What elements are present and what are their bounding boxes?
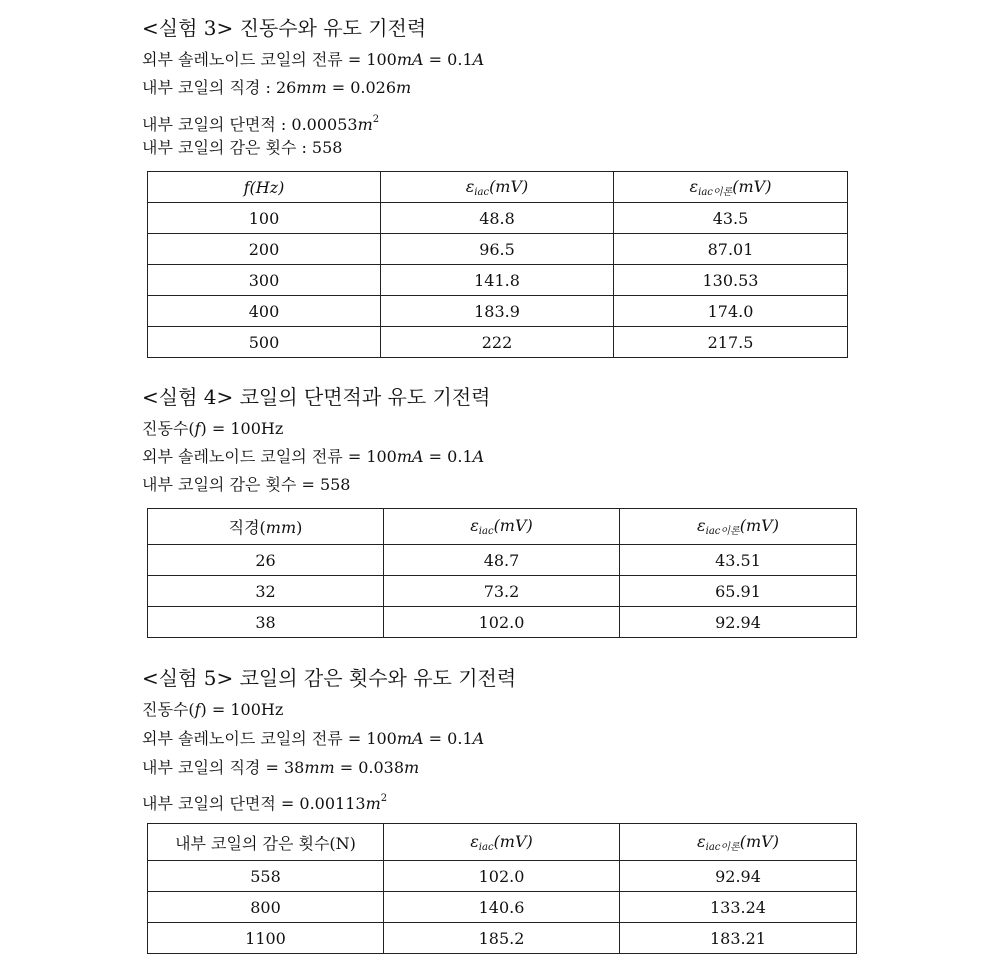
exp4-turns-line: 내부 코일의 감은 횟수 = 558 <box>142 475 351 494</box>
table-cell: 1100 <box>148 923 384 954</box>
header-emf-theory: $\varepsilon_{iac이론}(mV)$ <box>620 824 857 861</box>
header-diameter: 직경(mm) <box>148 509 384 545</box>
table-row <box>148 327 848 358</box>
table-cell: 100 <box>148 203 381 234</box>
table-row <box>148 203 848 234</box>
table-cell: 217.5 <box>614 327 848 358</box>
exp3-diameter-line: 내부 코일의 직경 : 26mm = 0.026m <box>142 78 412 97</box>
table-cell: 222 <box>381 327 614 358</box>
table-cell: 43.5 <box>614 203 848 234</box>
header-emf: $\varepsilon_{iac}(mV)$ <box>381 172 614 203</box>
exp3-title: <실험 3> 진동수와 유도 기전력 <box>142 16 427 40</box>
exp3-table <box>147 171 848 358</box>
table-cell: 48.7 <box>384 545 620 576</box>
exp5-table <box>147 823 857 954</box>
exp4-title: <실험 4> 코일의 단면적과 유도 기전력 <box>142 385 491 409</box>
exp4-frequency-line: 진동수(f) = 100Hz <box>142 419 284 438</box>
table-cell: 26 <box>148 545 384 576</box>
table-cell: 400 <box>148 296 381 327</box>
table-row <box>148 234 848 265</box>
exp3-turns-line: 내부 코일의 감은 횟수 : 558 <box>142 138 343 157</box>
table-cell: 200 <box>148 234 381 265</box>
table-header-row <box>148 172 848 203</box>
table-header-row <box>148 509 857 545</box>
table-row <box>148 265 848 296</box>
table-cell: 32 <box>148 576 384 607</box>
table-cell: 102.0 <box>384 861 620 892</box>
table-row <box>148 923 857 954</box>
table-cell: 102.0 <box>384 607 620 638</box>
table-cell: 43.51 <box>620 545 857 576</box>
table-cell: 38 <box>148 607 384 638</box>
table-cell: 87.01 <box>614 234 848 265</box>
table-cell: 92.94 <box>620 607 857 638</box>
table-cell: 92.94 <box>620 861 857 892</box>
table-cell: 558 <box>148 861 384 892</box>
table-cell: 300 <box>148 265 381 296</box>
table-cell: 133.24 <box>620 892 857 923</box>
table-row <box>148 545 857 576</box>
header-emf: $\varepsilon_{iac}(mV)$ <box>384 824 620 861</box>
exp3-diameter-label: 내부 코일의 직경 : <box>142 78 276 97</box>
table-cell: 96.5 <box>381 234 614 265</box>
exp4-table <box>147 508 857 638</box>
table-row <box>148 892 857 923</box>
exp5-diameter-line: 내부 코일의 직경 = 38mm = 0.038m <box>142 758 420 777</box>
table-row <box>148 296 848 327</box>
table-row <box>148 607 857 638</box>
exp3-current-label: 외부 솔레노이드 코일의 전류 = <box>142 50 367 69</box>
table-cell: 174.0 <box>614 296 848 327</box>
header-emf-theory: $\varepsilon_{iac이론}(mV)$ <box>620 509 857 545</box>
exp5-frequency-line: 진동수(f) = 100Hz <box>142 700 284 719</box>
table-cell: 183.21 <box>620 923 857 954</box>
table-cell: 140.6 <box>384 892 620 923</box>
table-cell: 183.9 <box>381 296 614 327</box>
header-emf-theory: $\varepsilon_{iac이론}(mV)$ <box>614 172 848 203</box>
header-frequency: f(Hz) <box>148 172 381 203</box>
table-cell: 65.91 <box>620 576 857 607</box>
exp5-current-line: 외부 솔레노이드 코일의 전류 = 100mA = 0.1A <box>142 729 485 748</box>
exp5-title: <실험 5> 코일의 감은 횟수와 유도 기전력 <box>142 666 517 690</box>
table-cell: 141.8 <box>381 265 614 296</box>
table-header-row <box>148 824 857 861</box>
header-turns: 내부 코일의 감은 횟수(N) <box>148 824 384 861</box>
table-cell: 185.2 <box>384 923 620 954</box>
table-cell: 500 <box>148 327 381 358</box>
table-row <box>148 861 857 892</box>
exp3-area-line: 내부 코일의 단면적 : $0.00053m^2$ <box>142 114 380 134</box>
table-row <box>148 576 857 607</box>
table-cell: 48.8 <box>381 203 614 234</box>
table-cell: 73.2 <box>384 576 620 607</box>
header-emf: $\varepsilon_{iac}(mV)$ <box>384 509 620 545</box>
table-cell: 800 <box>148 892 384 923</box>
table-cell: 130.53 <box>614 265 848 296</box>
exp3-current-line: 외부 솔레노이드 코일의 전류 = 100mA = 0.1A <box>142 50 485 69</box>
exp4-current-line: 외부 솔레노이드 코일의 전류 = 100mA = 0.1A <box>142 447 485 466</box>
exp5-area-line: 내부 코일의 단면적 = $0.00113m^2$ <box>142 793 388 813</box>
exp3-area-label: 내부 코일의 단면적 : <box>142 115 292 134</box>
